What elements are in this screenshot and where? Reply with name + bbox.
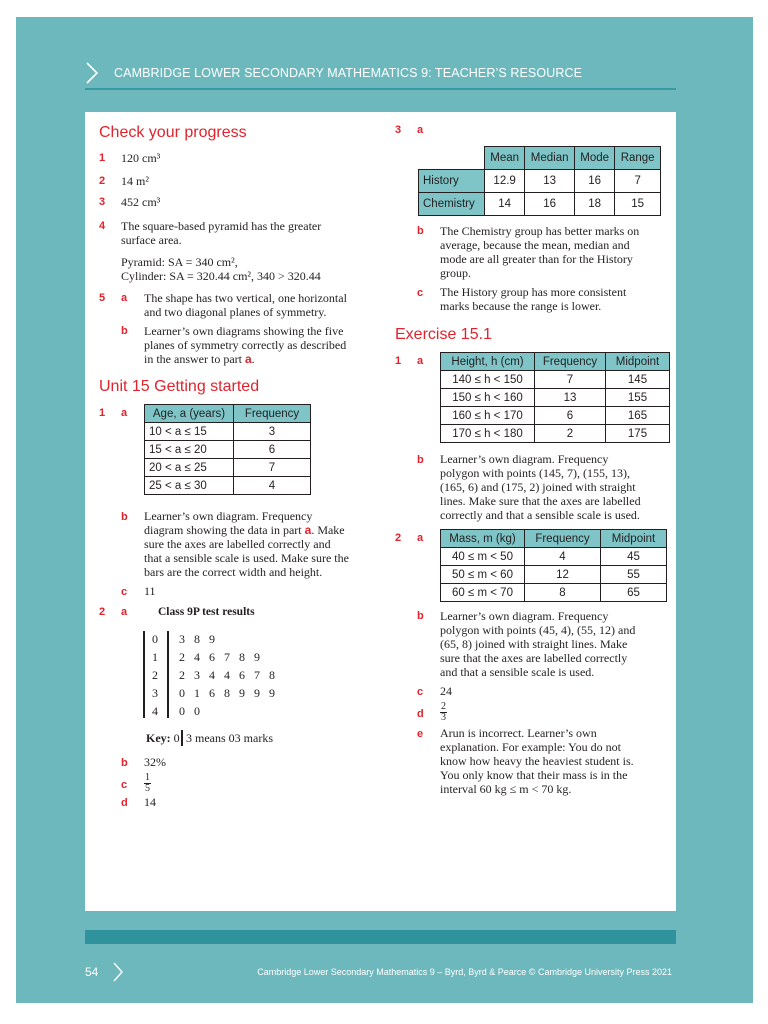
leaf-values: 3 8 9 bbox=[179, 632, 215, 646]
fraction bbox=[440, 702, 447, 723]
table-cell: 12 bbox=[525, 566, 601, 584]
answer-text: sure that the axes are labelled correctly bbox=[440, 651, 628, 665]
part-letter: c bbox=[121, 779, 128, 791]
answer-text: explanation. For example: You do not bbox=[440, 740, 621, 754]
table-row bbox=[145, 459, 311, 477]
table-cell: 2 bbox=[535, 425, 606, 443]
stem-leaf-divider bbox=[167, 631, 169, 718]
answer-text: Learner’s own diagram. Frequency bbox=[440, 452, 609, 466]
q-number: 2 bbox=[99, 606, 106, 618]
answer-text: polygon with points (45, 4), (55, 12) and bbox=[440, 623, 636, 637]
fraction-denominator: 5 bbox=[145, 783, 150, 794]
table-cell: 4 bbox=[525, 548, 601, 566]
q-number: 1 bbox=[395, 355, 402, 367]
unit-15-heading: Unit 15 Getting started bbox=[99, 378, 260, 395]
stem-value: 0 bbox=[152, 632, 158, 646]
part-reference: a bbox=[244, 352, 252, 366]
answer-text: 14 m² bbox=[121, 174, 149, 188]
table-cell: 60 ≤ m < 70 bbox=[441, 584, 525, 602]
table-cell: 45 bbox=[601, 548, 667, 566]
answer-text-part: . bbox=[251, 352, 255, 366]
stem-value: 2 bbox=[152, 668, 158, 682]
height-frequency-table bbox=[440, 352, 670, 443]
key-label: Key: bbox=[146, 731, 171, 745]
answer-text-part: diagram showing the data in part bbox=[144, 523, 302, 537]
answer-text: (65, 8) joined with straight lines. Make bbox=[440, 637, 628, 651]
table-row bbox=[441, 425, 670, 443]
part-letter: d bbox=[417, 708, 424, 720]
part-letter: a bbox=[121, 407, 128, 419]
stem-value: 3 bbox=[152, 686, 158, 700]
answer-text: Learner’s own diagrams showing the five bbox=[144, 324, 344, 338]
answer-text: Cylinder: SA = 320.44 cm², 340 > 320.44 bbox=[121, 269, 321, 283]
answer-text: and two diagonal planes of symmetry. bbox=[144, 305, 327, 319]
answer-text-part: in the answer to part bbox=[144, 352, 242, 366]
fraction bbox=[144, 773, 151, 794]
table-cell: 175 bbox=[606, 425, 670, 443]
table-row bbox=[441, 389, 670, 407]
part-letter: a bbox=[121, 292, 128, 304]
table-header: Age, a (years) bbox=[145, 405, 234, 423]
stem-value: 4 bbox=[152, 704, 158, 718]
footer-copyright: Cambridge Lower Secondary Mathematics 9 – Byrd, Byrd & Pearce © Cambridge University Press 2021 bbox=[257, 967, 672, 977]
table-header: Frequency bbox=[525, 530, 601, 548]
exercise-15-1-heading: Exercise 15.1 bbox=[395, 326, 492, 343]
answer-text: 32% bbox=[144, 755, 166, 769]
part-letter: b bbox=[417, 610, 424, 622]
table-header: Frequency bbox=[234, 405, 311, 423]
answer-text: 14 bbox=[144, 795, 156, 809]
answer-text: group. bbox=[440, 266, 471, 280]
header-title: CAMBRIDGE LOWER SECONDARY MATHEMATICS 9: TEACHER’S RESOURCE bbox=[114, 66, 583, 80]
key-stem: 0 bbox=[173, 731, 180, 745]
stem-leaf-title: Class 9P test results bbox=[158, 606, 255, 618]
answer-text: The square-based pyramid has the greater bbox=[121, 219, 322, 233]
fraction-numerator: 1 bbox=[145, 772, 150, 783]
table-header: Median bbox=[525, 147, 575, 170]
key-divider bbox=[181, 730, 183, 746]
table-row bbox=[441, 584, 667, 602]
part-letter: b bbox=[121, 511, 128, 523]
part-letter: c bbox=[417, 287, 424, 299]
table-cell: 150 ≤ h < 160 bbox=[441, 389, 535, 407]
answer-text: You only know that their mass is in the bbox=[440, 768, 628, 782]
answer-text: know how heavy the heaviest student is. bbox=[440, 754, 634, 768]
table-cell: 65 bbox=[601, 584, 667, 602]
answer-text: The Chemistry group has better marks on bbox=[440, 224, 640, 238]
table-cell: 20 < a ≤ 25 bbox=[145, 459, 234, 477]
history-chemistry-table bbox=[418, 146, 661, 216]
fraction-denominator: 3 bbox=[441, 712, 446, 723]
q-number: 1 bbox=[99, 407, 106, 419]
answer-text: Learner’s own diagram. Frequency bbox=[440, 609, 609, 623]
table-cell: 15 bbox=[615, 193, 661, 216]
answer-text: lines. Make sure that the axes are labelled bbox=[440, 494, 641, 508]
answer-text: interval 60 kg ≤ m < 70 kg. bbox=[440, 782, 572, 796]
table-cell: 13 bbox=[525, 170, 575, 193]
table-cell: 7 bbox=[234, 459, 311, 477]
part-letter: c bbox=[121, 586, 128, 598]
table-row bbox=[419, 170, 661, 193]
table-cell: 140 ≤ h < 150 bbox=[441, 371, 535, 389]
age-frequency-table bbox=[144, 404, 311, 495]
table-header: Midpoint bbox=[601, 530, 667, 548]
answer-text: 24 bbox=[440, 684, 452, 698]
table-row bbox=[145, 477, 311, 495]
page-number: 54 bbox=[85, 965, 99, 979]
table-header: Frequency bbox=[535, 353, 606, 371]
answer-text: Arun is incorrect. Learner’s own bbox=[440, 726, 597, 740]
table-row bbox=[441, 548, 667, 566]
answer-text bbox=[144, 523, 345, 537]
part-letter: c bbox=[417, 686, 424, 698]
table-cell: 165 bbox=[606, 407, 670, 425]
answer-text: bars are the correct width and height. bbox=[144, 565, 323, 579]
answer-text: (165, 6) and (175, 2) joined with straight bbox=[440, 480, 636, 494]
leaf-values: 0 1 6 8 9 9 9 bbox=[179, 686, 275, 700]
table-header: Midpoint bbox=[606, 353, 670, 371]
chevron-right-icon bbox=[85, 62, 99, 84]
stem-leaf-key bbox=[146, 731, 180, 745]
table-row bbox=[441, 371, 670, 389]
part-letter: a bbox=[417, 532, 424, 544]
answer-text: average, because the mean, median and bbox=[440, 238, 630, 252]
table-row bbox=[145, 441, 311, 459]
mass-frequency-table bbox=[440, 529, 667, 602]
answer-text: mode are all greater than for the History bbox=[440, 252, 633, 266]
part-letter: a bbox=[417, 355, 424, 367]
table-header: Height, h (cm) bbox=[441, 353, 535, 371]
table-cell: 50 ≤ m < 60 bbox=[441, 566, 525, 584]
header-rule bbox=[85, 88, 676, 90]
table-cell: 160 ≤ h < 170 bbox=[441, 407, 535, 425]
table-cell: 16 bbox=[525, 193, 575, 216]
table-cell: 8 bbox=[525, 584, 601, 602]
table-cell: 3 bbox=[234, 423, 311, 441]
answer-text-part: . Make bbox=[311, 523, 345, 537]
part-letter: d bbox=[121, 797, 128, 809]
table-cell: 13 bbox=[535, 389, 606, 407]
table-cell: 155 bbox=[606, 389, 670, 407]
footer-band bbox=[85, 930, 676, 944]
answer-text: 11 bbox=[144, 584, 156, 598]
answer-text: marks because the range is lower. bbox=[440, 299, 602, 313]
stem-value: 1 bbox=[152, 650, 158, 664]
answer-text: that a sensible scale is used. Make sure the bbox=[144, 551, 349, 565]
table-cell: 12.9 bbox=[485, 170, 525, 193]
stem-leaf-left-rule bbox=[143, 631, 145, 718]
table-cell: 7 bbox=[615, 170, 661, 193]
q-number: 4 bbox=[99, 220, 106, 232]
table-header: Mean bbox=[485, 147, 525, 170]
part-letter: a bbox=[121, 606, 128, 618]
table-row bbox=[145, 423, 311, 441]
leaf-values: 0 0 bbox=[179, 704, 200, 718]
table-cell: 15 < a ≤ 20 bbox=[145, 441, 234, 459]
table-header: Range bbox=[615, 147, 661, 170]
answer-text: correctly and that a sensible scale is used. bbox=[440, 508, 640, 522]
answer-text: Learner’s own diagram. Frequency bbox=[144, 509, 313, 523]
answer-text: Pyramid: SA = 340 cm², bbox=[121, 255, 238, 269]
q-number: 1 bbox=[99, 152, 106, 164]
answer-text: The shape has two vertical, one horizontal bbox=[144, 291, 347, 305]
part-letter: b bbox=[417, 225, 424, 237]
table-cell: 18 bbox=[575, 193, 615, 216]
table-header: Mass, m (kg) bbox=[441, 530, 525, 548]
part-letter: e bbox=[417, 728, 424, 740]
table-cell: 25 < a ≤ 30 bbox=[145, 477, 234, 495]
answer-text bbox=[144, 352, 255, 366]
chevron-right-icon bbox=[112, 962, 124, 982]
table-cell: 10 < a ≤ 15 bbox=[145, 423, 234, 441]
leaf-values: 2 3 4 4 6 7 8 bbox=[179, 668, 275, 682]
q-number: 2 bbox=[99, 175, 106, 187]
table-cell: 145 bbox=[606, 371, 670, 389]
q-number: 3 bbox=[395, 124, 402, 136]
part-letter: b bbox=[121, 325, 128, 337]
q-number: 5 bbox=[99, 292, 106, 304]
q-number: 2 bbox=[395, 532, 402, 544]
row-label: History bbox=[419, 170, 485, 193]
part-letter: b bbox=[417, 454, 424, 466]
answer-text: and that a sensible scale is used. bbox=[440, 665, 595, 679]
table-cell: 6 bbox=[234, 441, 311, 459]
table-cell: 16 bbox=[575, 170, 615, 193]
check-progress-heading: Check your progress bbox=[99, 124, 247, 141]
table-cell: 4 bbox=[234, 477, 311, 495]
table-row bbox=[441, 407, 670, 425]
part-reference: a bbox=[304, 523, 312, 537]
answer-text: planes of symmetry correctly as described bbox=[144, 338, 347, 352]
answer-text: surface area. bbox=[121, 233, 182, 247]
answer-text: The History group has more consistent bbox=[440, 285, 627, 299]
table-cell: 55 bbox=[601, 566, 667, 584]
part-letter: b bbox=[121, 757, 128, 769]
table-cell: 6 bbox=[535, 407, 606, 425]
answer-text: sure the axes are labelled correctly and bbox=[144, 537, 331, 551]
table-cell: 7 bbox=[535, 371, 606, 389]
table-header: Mode bbox=[575, 147, 615, 170]
part-letter: a bbox=[417, 124, 424, 136]
table-cell: 14 bbox=[485, 193, 525, 216]
row-label: Chemistry bbox=[419, 193, 485, 216]
q-number: 3 bbox=[99, 196, 106, 208]
table-cell: 40 ≤ m < 50 bbox=[441, 548, 525, 566]
leaf-values: 2 4 6 7 8 9 bbox=[179, 650, 260, 664]
answer-text: 452 cm³ bbox=[121, 195, 161, 209]
key-text: 3 means 03 marks bbox=[186, 731, 273, 745]
fraction-numerator: 2 bbox=[441, 701, 446, 712]
answer-text: 120 cm³ bbox=[121, 151, 161, 165]
table-row bbox=[441, 566, 667, 584]
table-cell: 170 ≤ h < 180 bbox=[441, 425, 535, 443]
table-row bbox=[419, 193, 661, 216]
answer-text: polygon with points (145, 7), (155, 13), bbox=[440, 466, 630, 480]
